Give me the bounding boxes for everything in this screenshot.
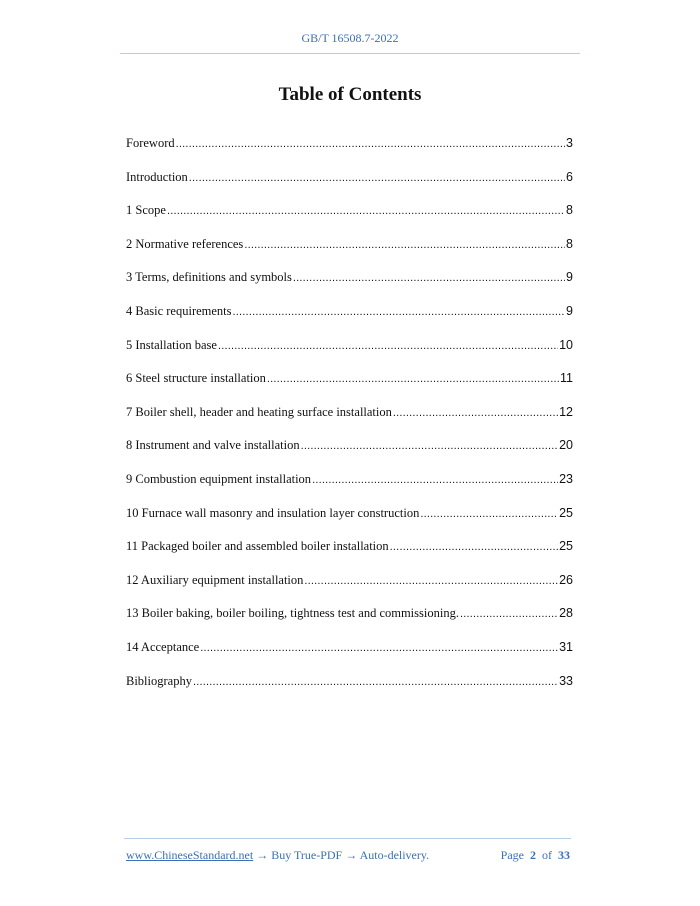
of-word: of (542, 848, 552, 862)
current-page-number: 2 (530, 848, 536, 862)
toc-dot-leader (200, 642, 558, 654)
toc-entry[interactable] (126, 438, 573, 472)
toc-entry-page-number: 25 (559, 505, 573, 520)
toc-entry-title: 11 Packaged boiler and assembled boiler installation (126, 539, 389, 554)
toc-entry[interactable] (126, 472, 573, 506)
website-link[interactable]: www.ChineseStandard.net (126, 848, 254, 862)
page-counter (501, 848, 570, 863)
toc-entry-title: Foreword (126, 136, 175, 150)
toc-entry-page-number: 10 (559, 337, 573, 352)
toc-entry-page-number: 12 (559, 404, 573, 419)
toc-entry[interactable] (126, 405, 573, 439)
toc-dot-leader (267, 373, 559, 385)
toc-dot-leader (304, 575, 558, 587)
toc-entry[interactable] (126, 270, 573, 304)
page-word: Page (500, 848, 524, 862)
table-of-contents (126, 136, 573, 707)
toc-dot-leader (460, 608, 558, 620)
toc-entry-page-number: 26 (559, 572, 573, 587)
running-header: GB/T 16508.7-2022 (301, 31, 399, 45)
toc-dot-leader (312, 474, 558, 486)
toc-entry-title: 10 Furnace wall masonry and insulation layer construction (126, 505, 420, 520)
toc-entry-page-number: 25 (559, 539, 573, 554)
toc-entry-page-number: 9 (566, 303, 573, 318)
toc-entry[interactable] (126, 371, 573, 405)
toc-entry-page-number: 28 (559, 606, 573, 621)
toc-entry[interactable] (126, 170, 573, 204)
toc-entry[interactable] (126, 304, 573, 338)
toc-entry-page-number: 31 (559, 639, 573, 654)
toc-entry-page-number: 33 (559, 673, 573, 688)
toc-entry-page-number: 23 (559, 471, 573, 486)
toc-entry-title: 3 Terms, definitions and symbols (126, 270, 292, 285)
toc-entry-title: 12 Auxiliary equipment installation (126, 572, 304, 587)
toc-dot-leader (301, 440, 559, 452)
toc-entry[interactable] (126, 237, 573, 271)
toc-entry[interactable] (126, 338, 573, 372)
toc-entry-title: 2 Normative references (126, 236, 244, 251)
toc-entry-page-number: 8 (566, 203, 573, 218)
toc-entry-title: 4 Basic requirements (126, 303, 232, 318)
toc-entry-page-number: 11 (560, 371, 573, 386)
toc-entry[interactable] (126, 674, 573, 708)
toc-entry-title: 6 Steel structure installation (126, 371, 266, 386)
toc-entry-page-number: 9 (566, 270, 573, 285)
toc-entry-title: 14 Acceptance (126, 639, 200, 654)
toc-dot-leader (218, 340, 558, 352)
toc-entry-title: 1 Scope (126, 203, 166, 218)
toc-dot-leader (167, 205, 565, 217)
toc-entry[interactable] (126, 606, 573, 640)
toc-dot-leader (390, 541, 558, 553)
toc-entry-title: 8 Instrument and valve installation (126, 438, 300, 453)
toc-entry-page-number: 20 (559, 438, 573, 453)
toc-entry-title: Introduction (126, 169, 188, 184)
total-pages-number: 33 (558, 848, 570, 862)
footer-promo (126, 848, 429, 863)
toc-dot-leader (420, 508, 558, 520)
toc-entry[interactable] (126, 573, 573, 607)
toc-entry-page-number: 8 (566, 236, 573, 251)
toc-entry-title: 7 Boiler shell, header and heating surface installation (126, 404, 392, 419)
toc-dot-leader (244, 239, 565, 251)
header-divider (120, 53, 580, 54)
toc-dot-leader (293, 272, 565, 284)
toc-entry[interactable] (126, 640, 573, 674)
toc-dot-leader (189, 172, 565, 184)
toc-entry-title: 13 Boiler baking, boiler boiling, tightness test and commissioning. (126, 606, 459, 621)
toc-entry[interactable] (126, 506, 573, 540)
toc-entry-title: 5 Installation base (126, 337, 217, 352)
footer-divider (124, 838, 571, 839)
toc-dot-leader (193, 676, 558, 688)
toc-dot-leader (176, 138, 565, 150)
toc-entry-title: Bibliography (126, 673, 192, 688)
toc-entry[interactable] (126, 136, 573, 170)
toc-dot-leader (393, 407, 558, 419)
toc-entry[interactable] (126, 203, 573, 237)
toc-entry-page-number: 3 (566, 136, 573, 150)
page-footer (126, 848, 570, 863)
toc-entry[interactable] (126, 539, 573, 573)
footer-promo-text: → Buy True-PDF → Auto-delivery. (253, 848, 430, 862)
toc-dot-leader (233, 306, 566, 318)
page-title: Table of Contents (278, 84, 422, 105)
toc-entry-title: 9 Combustion equipment installation (126, 471, 312, 486)
toc-entry-page-number: 6 (566, 169, 573, 184)
